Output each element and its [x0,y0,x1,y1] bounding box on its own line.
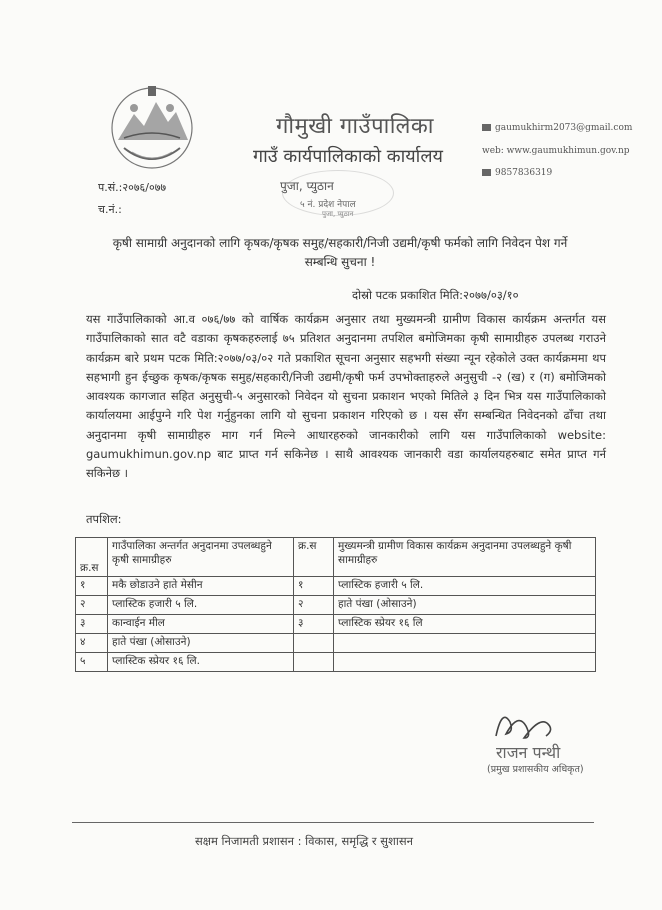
table-cell: ३ [76,615,108,634]
contact-web: web: www.gaumukhimun.gov.np [482,146,630,156]
stamp-line-2: पुजा, प्युठान [322,210,354,218]
stamp-line-1: ५ नं. प्रदेश नेपाल [300,200,356,210]
table-cell: कान्वाईन मील [108,615,294,634]
table-row [76,615,596,634]
office-name: गाउँ कार्यपालिकाको कार्यालय [253,146,443,167]
notice-title-line-2: सम्बन्धि सुचना ! [304,255,376,269]
mail-icon [482,124,491,131]
table-cell: ५ [76,653,108,672]
table-row [76,577,596,596]
col-header-cm-program-items: मुख्यमन्त्री ग्रामीण विकास कार्यक्रम अनुदानमा उपलब्धहुने कृषी सामाग्रीहरु [334,538,596,577]
handwritten-signature-icon [488,704,568,744]
table-row [76,634,596,653]
contact-phone: 9857836319 [482,168,552,178]
table-cell [294,634,334,653]
table-cell: २ [76,596,108,615]
table-row [76,596,596,615]
materials-table [75,537,596,672]
table-cell: ३ [294,615,334,634]
table-cell: प्लास्टिक हजारी ५ लि. [334,577,596,596]
table-cell: मकै छोडाउने हाते मेसीन [108,577,294,596]
signatory-name: राजन पन्थी [496,743,561,762]
dispatch-number: च.नं.: [98,203,122,216]
signatory-post: (प्रमुख प्रशासकीय अधिकृत) [487,764,584,775]
details-label: तपशिल: [86,512,122,526]
publication-date: दोस्रो पटक प्रकाशित मिति:२०७७/०३/१० [352,288,519,302]
table-cell [334,634,596,653]
notice-title [80,234,600,272]
notice-title-line-1: कृषी सामाग्री अनुदानको लागि कृषक/कृषक समुह/सहकारी/निजी उद्यमी/कृषी फर्मको लागि निवेदन पेश गर्ने [112,236,568,250]
table-cell: ४ [76,634,108,653]
office-place: पुजा, प्युठान [280,179,334,193]
footer-slogan: सक्षम निजामती प्रशासन : विकास, समृद्धि र सुशासन [195,834,414,848]
table-cell: हाते पंखा (ओसाउने) [334,596,596,615]
table-cell [294,653,334,672]
table-row [76,653,596,672]
table-cell: १ [76,577,108,596]
org-name: गौमुखी गाउँपालिका [276,114,434,139]
table-cell: २ [294,596,334,615]
nepal-emblem-icon [104,78,200,178]
notice-body: यस गाउँपालिकाको आ.व ०७६/७७ को वार्षिक कार्यक्रम अनुसार तथा मुख्यमन्त्री ग्रामीण विकास कार्यक्रम अन्तर्गत यस गाउँपालिकाको सात वटै वडाका कृषकहरुलाई ७५ प्रतिशत अनुदानमा तपशिल बमोजिमका कृषी सामाग्रीहरु उपलब्ध गराउने कार्यक्रम बारे प्रथम पटक मिति:२०७७/०३/०२ गते प्रकाशित सूचना अनुसार सहभगी संख्या न्यून रहेकोले उक्त कार्यक्रममा थप सहभागी हुन ईच्छुक कृषक/कृषक समुह/सहकारी/निजी उद्यमी/कृषी फर्म उपभोक्ताहरुले अनुसुची -२ (ख) र (ग) बमोजिमको आवश्यक कागजात सहित अनुसुची-५ अनुसारको निवेदन यो सुचना प्रकाशन भएको मितिले ३ दिन भित्र यस गाउँपालिकाको कार्यालयमा आईपुग्ने गरि पेश गर्नुहुनका लागि यो सुचना प्रकाशन गरिएको छ । यस सँग सम्बन्धित निवेदनको ढाँचा तथा अनुदानमा कृषी सामाग्रीहरु माग गर्न मिल्ने आधारहरुको जानकारीको लागि यस गाउँपालिकाको website: gaumukhimun.gov.np बाट प्राप्त गर्न सकिनेछ । साथै आवश्यक जानकारी वडा कार्यालयहरुबाट समेत प्राप्त गर्न सकिनेछ । [86,312,606,481]
table-cell: प्लास्टिक स्प्रेयर १६ लि. [108,653,294,672]
table-cell: हाते पंखा (ओसाउने) [108,634,294,653]
letter-number: प.सं.:२०७६/०७७ [98,181,167,194]
col-header-sn-2: क्र.स [294,538,334,577]
col-header-sn-1: क्र.स [76,538,108,577]
col-header-municipality-items: गाउँपालिका अन्तर्गत अनुदानमा उपलब्धहुने कृषी सामाग्रीहरु [108,538,294,577]
phone-icon [482,169,491,176]
table-cell: प्लास्टिक हजारी ५ लि. [108,596,294,615]
table-cell [334,653,596,672]
table-cell: प्लास्टिक स्प्रेयर १६ लि [334,615,596,634]
footer-divider [72,822,594,823]
contact-email: gaumukhirm2073@gmail.com [482,123,632,133]
table-cell: १ [294,577,334,596]
table-header-row [76,538,596,577]
